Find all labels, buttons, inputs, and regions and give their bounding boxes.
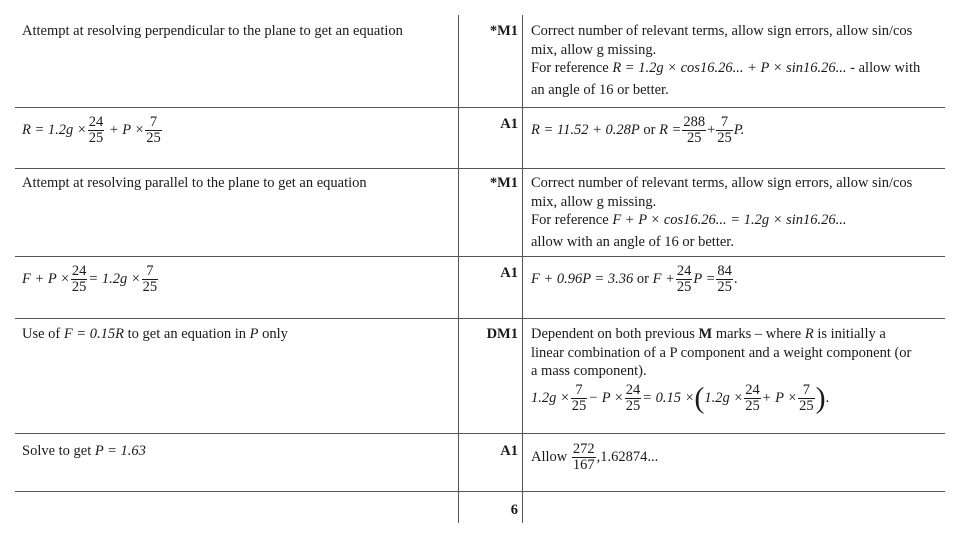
guidance-reference — [531, 211, 951, 230]
eq-part: + — [707, 121, 716, 138]
answer-text: Solve to get — [22, 443, 92, 459]
fraction: $\frac{7}{25}$ — [799, 381, 814, 414]
guidance-cell — [531, 174, 951, 251]
eq-part: R = 1.2g × — [22, 121, 87, 138]
answer-equation — [22, 264, 442, 295]
fraction: $\frac{288}{25}$ — [683, 114, 706, 146]
guidance-cell — [531, 325, 951, 414]
fraction: $\frac{24}{25}$ — [745, 381, 760, 414]
answer-text: to get an equation in — [127, 326, 247, 342]
mark-label: *M1 — [489, 175, 518, 191]
answer-text: only — [262, 326, 288, 342]
answer-cell — [22, 22, 442, 41]
eq-or: or — [636, 270, 649, 287]
mark-label: A1 — [500, 265, 518, 281]
fraction: $\frac{24}{25}$ — [88, 114, 104, 146]
guidance-reference — [531, 59, 951, 78]
eq-part: F + P × — [22, 270, 70, 287]
answer-variable: P — [249, 326, 259, 342]
answer-cell — [22, 325, 442, 344]
eq-part: F + — [652, 270, 675, 287]
guidance-equation — [531, 442, 951, 473]
eq-part: = 1.2g × — [88, 270, 141, 287]
row-divider — [15, 168, 945, 169]
guidance-equation — [531, 264, 951, 295]
total-marks — [462, 501, 518, 520]
total-label: 6 — [510, 502, 518, 518]
answer-text: Attempt at resolving parallel to the plane to get an equation — [22, 175, 367, 191]
fraction: $\frac{7}{25}$ — [717, 114, 732, 146]
answer-cell — [22, 442, 442, 461]
eq-part: . — [733, 270, 738, 287]
eq-part: R = 11.52 + 0.28P — [531, 121, 640, 138]
guidance-equation — [531, 115, 951, 146]
guidance-prefix: Allow — [531, 448, 568, 465]
mark-label: *M1 — [489, 23, 518, 39]
guidance-line: mix, allow g missing. — [531, 193, 657, 210]
guidance-line: linear combination of a P component and a weight component (or — [531, 344, 912, 361]
mark-cell — [462, 325, 518, 344]
row-divider — [15, 107, 945, 108]
guidance-line: an angle of 16 or better. — [531, 81, 669, 98]
mark-label: DM1 — [486, 326, 518, 342]
fraction: $\frac{7}{25}$ — [571, 381, 587, 414]
mark-cell — [462, 442, 518, 461]
mark-cell — [462, 22, 518, 41]
reference-prefix: For reference — [531, 60, 609, 76]
fraction: $\frac{272}{167}$ — [572, 441, 595, 473]
fraction: $\frac{24}{25}$ — [625, 381, 641, 414]
eq-part: R = — [659, 121, 682, 138]
row-divider — [15, 256, 945, 257]
row-divider — [15, 491, 945, 492]
answer-text: Use of — [22, 326, 61, 342]
guidance-line: Dependent on both previous M marks – where R is initially a — [531, 326, 886, 342]
mark-cell — [462, 174, 518, 193]
reference-suffix: - allow with — [850, 60, 921, 76]
mark-cell — [462, 115, 518, 134]
fraction: $\frac{7}{25}$ — [142, 263, 158, 295]
guidance-line: Correct number of relevant terms, allow sign errors, allow sin/cos — [531, 175, 913, 191]
guidance-value: ,1.62874... — [596, 448, 659, 465]
answer-text: Attempt at resolving perpendicular to the plane to get an equation — [22, 23, 403, 39]
guidance-equation: 1.2g × $\frac{7}{25}$ − P × $\frac{24}{25}$ = 0.15 ×(1.2g × $\frac{24}{25}$ + P × $\frac{7}{25}$ ). — [531, 381, 830, 414]
fraction: $\frac{24}{25}$ — [676, 263, 692, 295]
eq-or: or — [643, 121, 656, 138]
row-divider — [15, 433, 945, 434]
fraction: $\frac{24}{25}$ — [71, 263, 87, 295]
reference-prefix: For reference — [531, 212, 609, 228]
eq-part: + P × — [108, 121, 145, 138]
column-divider — [522, 15, 523, 523]
answer-equation: F = 0.15R — [63, 326, 125, 342]
answer-cell — [22, 174, 442, 193]
guidance-line: a mass component). — [531, 363, 647, 379]
left-paren: ( — [694, 381, 705, 414]
answer-equation — [22, 115, 442, 146]
mark-label: A1 — [500, 116, 518, 132]
row-divider — [15, 318, 945, 319]
column-divider — [458, 15, 459, 523]
eq-part: P. — [733, 121, 745, 138]
reference-equation: R = 1.2g × cos16.26... + P × sin16.26... — [612, 60, 847, 76]
fraction: $\frac{7}{25}$ — [146, 114, 161, 146]
guidance-cell — [531, 22, 951, 99]
eq-part: F + 0.96P = 3.36 — [531, 270, 634, 287]
guidance-line: allow with an angle of 16 or better. — [531, 233, 734, 250]
reference-equation: F + P × cos16.26... = 1.2g × sin16.26... — [612, 212, 847, 228]
bold-mark: M — [698, 326, 713, 342]
mark-cell — [462, 264, 518, 283]
right-paren: ) — [815, 381, 826, 414]
guidance-line: mix, allow g missing. — [531, 41, 657, 58]
mark-label: A1 — [500, 443, 518, 459]
eq-part: P = — [693, 270, 716, 287]
guidance-line: Correct number of relevant terms, allow sign errors, allow sin/cos — [531, 23, 913, 39]
fraction: $\frac{84}{25}$ — [717, 263, 732, 295]
answer-equation: P = 1.63 — [94, 443, 146, 459]
